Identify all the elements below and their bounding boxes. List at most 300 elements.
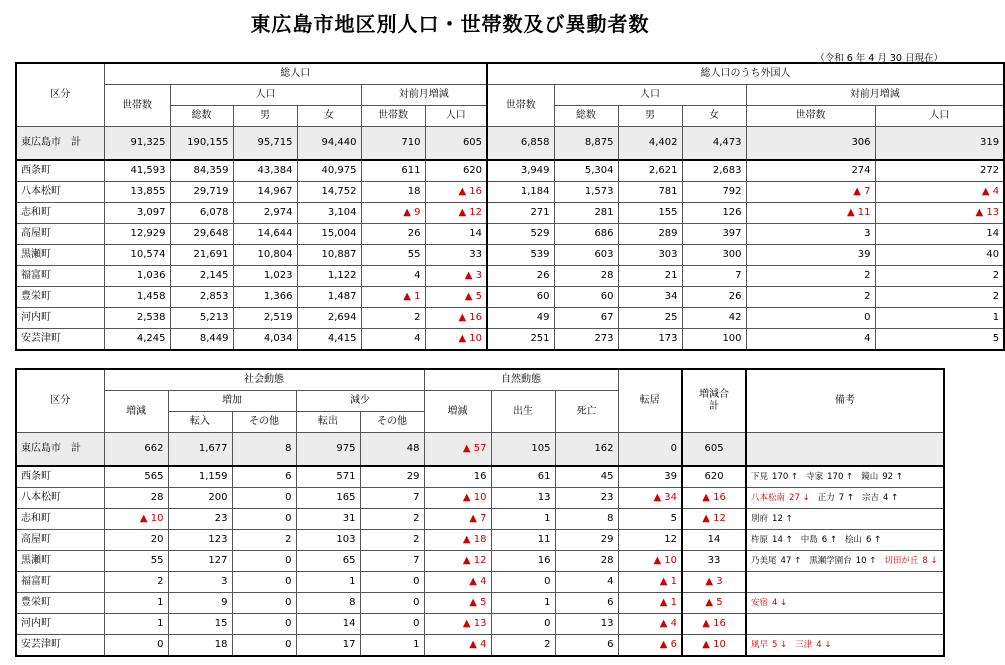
table-cell: 306 — [746, 127, 875, 161]
table-cell: 4,473 — [682, 127, 746, 161]
table-cell: 319 — [875, 127, 1004, 161]
header-move-out: 転出 — [296, 412, 360, 433]
table-cell: 8,875 — [554, 127, 618, 161]
header-foreign-male: 男 — [618, 106, 682, 127]
remark-place: 寺家 — [806, 472, 824, 482]
header-social-change: 増減 — [104, 391, 168, 433]
table-cell: 4 — [746, 329, 875, 351]
table-cell: 1,159 — [168, 466, 232, 488]
remark-place: 切田が丘 — [884, 556, 919, 566]
table-cell: 975 — [296, 433, 360, 467]
remarks-cell — [746, 551, 944, 572]
table-cell: 60 — [554, 287, 618, 308]
table-cell: 4,245 — [104, 329, 170, 351]
table-cell: 10,574 — [104, 245, 170, 266]
table-cell: 571 — [296, 466, 360, 488]
remark-place: 鏡山 — [861, 472, 879, 482]
table-cell: 3 — [746, 224, 875, 245]
header-population: 人口 — [170, 85, 361, 106]
remark-place: 三津 — [795, 640, 813, 650]
table-cell: 21,691 — [170, 245, 233, 266]
remark-count: 170 ↑ — [772, 472, 799, 482]
table-cell: 126 — [682, 203, 746, 224]
table-cell: 123 — [168, 530, 232, 551]
remark-place: 八本松南 — [751, 493, 786, 503]
total-row — [16, 433, 944, 467]
table-cell: 1,677 — [168, 433, 232, 467]
table-cell: 4,402 — [618, 127, 682, 161]
table-cell: 55 — [104, 551, 168, 572]
remark-entry — [751, 598, 791, 608]
remark-count: 7 ↑ — [838, 493, 854, 503]
remarks-cell — [746, 614, 944, 635]
table-cell: ▲ 10 — [682, 635, 746, 657]
remark-place: 黒瀬学園台 — [809, 556, 852, 566]
table-cell: 31 — [296, 509, 360, 530]
remark-entry — [809, 556, 880, 566]
table-cell: ▲ 12 — [424, 551, 491, 572]
table-cell: 1,023 — [233, 266, 297, 287]
table-cell: 565 — [104, 466, 168, 488]
remark-place: 安宿 — [751, 598, 769, 608]
table-cell: 18 — [361, 182, 425, 203]
table-row — [16, 160, 1004, 182]
table-row — [16, 635, 944, 657]
table-row — [16, 245, 1004, 266]
table-cell: 4 — [361, 266, 425, 287]
remarks-cell — [746, 488, 944, 509]
header-natural-dynamics: 自然動態 — [424, 369, 618, 391]
table-cell: ▲ 10 — [425, 329, 487, 351]
table-cell: 281 — [554, 203, 618, 224]
table-cell: ▲ 34 — [618, 488, 682, 509]
table-cell: 0 — [491, 572, 555, 593]
area-name: 志和町 — [16, 203, 104, 224]
header-foreign-households: 世帯数 — [487, 85, 554, 127]
header-births: 出生 — [491, 391, 555, 433]
table-cell: 620 — [682, 466, 746, 488]
table-cell: 0 — [618, 433, 682, 467]
table-cell: 127 — [168, 551, 232, 572]
table-cell: 1 — [360, 635, 424, 657]
table-cell: 26 — [361, 224, 425, 245]
remark-entry — [751, 514, 797, 524]
table-cell: 28 — [555, 551, 618, 572]
remark-count: 14 ↑ — [772, 535, 793, 545]
table-cell: 10,804 — [233, 245, 297, 266]
table-cell: 1 — [104, 614, 168, 635]
table-cell: 29 — [360, 466, 424, 488]
table-cell: 5,304 — [554, 160, 618, 182]
table-cell: 0 — [491, 614, 555, 635]
remark-entry — [801, 535, 841, 545]
table-cell: 17 — [296, 635, 360, 657]
table-row — [16, 530, 944, 551]
header-foreign-monthly-change: 対前月増減 — [746, 85, 1004, 106]
remark-count: 47 ↑ — [780, 556, 802, 566]
table-cell: 251 — [487, 329, 554, 351]
table-cell: 2 — [746, 287, 875, 308]
table-cell: 2,683 — [682, 160, 746, 182]
table-cell: 5 — [618, 509, 682, 530]
remark-count: 4 ↓ — [816, 640, 832, 650]
table-row — [16, 308, 1004, 329]
table-cell: 0 — [232, 614, 296, 635]
table-cell: 67 — [554, 308, 618, 329]
table-cell: 103 — [296, 530, 360, 551]
remark-count: 4 ↑ — [882, 493, 899, 503]
table-cell: 611 — [361, 160, 425, 182]
table-cell: 16 — [491, 551, 555, 572]
table-cell: 100 — [682, 329, 746, 351]
header-foreign-population-sub: 人口 — [554, 85, 746, 106]
table-cell: 2 — [360, 509, 424, 530]
table-cell: 8 — [232, 433, 296, 467]
remark-place: 宗吉 — [861, 493, 879, 503]
remark-count: 10 ↑ — [855, 556, 877, 566]
remark-entry — [818, 493, 858, 503]
table-cell: 1 — [875, 308, 1004, 329]
table-cell: ▲ 3 — [682, 572, 746, 593]
table-cell: 2 — [746, 266, 875, 287]
table-cell: 0 — [360, 614, 424, 635]
table-cell: 39 — [746, 245, 875, 266]
remark-place: 中島 — [800, 535, 818, 545]
remark-place: 別府 — [751, 514, 769, 524]
table-cell: 29,719 — [170, 182, 233, 203]
remark-place: 桧山 — [844, 535, 862, 545]
table-cell: ▲ 7 — [424, 509, 491, 530]
table-cell: 274 — [746, 160, 875, 182]
header-total-population: 総人口 — [104, 63, 487, 85]
table-cell: 4 — [555, 572, 618, 593]
table-cell: ▲ 13 — [875, 203, 1004, 224]
table-cell: 273 — [554, 329, 618, 351]
area-name: 福富町 — [16, 572, 104, 593]
table-cell: 620 — [425, 160, 487, 182]
table-cell: ▲ 16 — [425, 308, 487, 329]
table-cell: 173 — [618, 329, 682, 351]
table-cell: 710 — [361, 127, 425, 161]
table-cell: ▲ 1 — [618, 593, 682, 614]
table-cell: 2 — [875, 287, 1004, 308]
remark-entry — [806, 472, 857, 482]
table-cell: 792 — [682, 182, 746, 203]
table-cell: 1,122 — [297, 266, 361, 287]
table-cell: 0 — [232, 572, 296, 593]
table-row — [16, 509, 944, 530]
table-cell: ▲ 57 — [424, 433, 491, 467]
area-name: 高屋町 — [16, 530, 104, 551]
table-cell: ▲ 4 — [875, 182, 1004, 203]
remark-entry — [751, 535, 797, 545]
table-cell: 34 — [618, 287, 682, 308]
table-cell: ▲ 16 — [425, 182, 487, 203]
table-cell: 14,967 — [233, 182, 297, 203]
table-row — [16, 182, 1004, 203]
table-cell: 40,975 — [297, 160, 361, 182]
area-name: 豊栄町 — [16, 593, 104, 614]
header-monthly-change: 対前月増減 — [361, 85, 487, 106]
table-cell: ▲ 9 — [361, 203, 425, 224]
remark-entry — [884, 556, 941, 566]
header-area: 区分 — [16, 369, 104, 433]
remark-entry — [751, 640, 791, 650]
table-cell: ▲ 4 — [424, 635, 491, 657]
population-table — [15, 62, 1005, 351]
remark-count: 6 ↑ — [865, 535, 882, 545]
table-cell: 781 — [618, 182, 682, 203]
remark-place: 杵原 — [751, 535, 769, 545]
area-name: 東広島市 計 — [16, 127, 104, 161]
area-name: 福富町 — [16, 266, 104, 287]
table-row — [16, 551, 944, 572]
table-cell: 662 — [104, 433, 168, 467]
table-cell: 33 — [425, 245, 487, 266]
remarks-cell — [746, 433, 944, 467]
table-cell: 686 — [554, 224, 618, 245]
table-cell: 2 — [361, 308, 425, 329]
table-cell: ▲ 3 — [425, 266, 487, 287]
remark-entry — [751, 472, 802, 482]
table-cell: 605 — [425, 127, 487, 161]
table-cell: 61 — [491, 466, 555, 488]
remark-entry — [751, 556, 805, 566]
table-cell: 2 — [360, 530, 424, 551]
table-cell: 0 — [232, 551, 296, 572]
header-foreign-population: 総人口のうち外国人 — [487, 63, 1004, 85]
header-households: 世帯数 — [104, 85, 170, 127]
area-name: 西条町 — [16, 160, 104, 182]
header-social-dynamics: 社会動態 — [104, 369, 424, 391]
remark-place: 下見 — [751, 472, 769, 482]
remarks-cell — [746, 593, 944, 614]
table-cell: 20 — [104, 530, 168, 551]
table-cell: 25 — [618, 308, 682, 329]
header-change-households: 世帯数 — [361, 106, 425, 127]
remark-count: 27 ↓ — [789, 493, 810, 503]
table-cell: 2,538 — [104, 308, 170, 329]
header-increase: 増加 — [168, 391, 296, 412]
header-decrease: 減少 — [296, 391, 424, 412]
table-row — [16, 614, 944, 635]
table-cell: 12 — [618, 530, 682, 551]
table-cell: ▲ 10 — [618, 551, 682, 572]
table-cell: 1 — [491, 509, 555, 530]
table-cell: 84,359 — [170, 160, 233, 182]
table-cell: 6 — [555, 593, 618, 614]
table-cell: 4 — [361, 329, 425, 351]
table-cell: ▲ 18 — [424, 530, 491, 551]
remark-entry — [845, 535, 885, 545]
table-cell: 4,415 — [297, 329, 361, 351]
table-cell: 42 — [682, 308, 746, 329]
table-cell: 190,155 — [170, 127, 233, 161]
header-natural-change: 増減 — [424, 391, 491, 433]
remarks-cell — [746, 635, 944, 657]
table-cell: 1,458 — [104, 287, 170, 308]
table-cell: 13,855 — [104, 182, 170, 203]
table-row — [16, 572, 944, 593]
table-cell: 55 — [361, 245, 425, 266]
header-net-change: 増減合計 — [682, 369, 746, 433]
remark-entry — [862, 493, 902, 503]
table-cell: 94,440 — [297, 127, 361, 161]
table-cell: 26 — [487, 266, 554, 287]
table-cell: 1,573 — [554, 182, 618, 203]
header-change-population: 人口 — [425, 106, 487, 127]
table-cell: 7 — [360, 488, 424, 509]
remark-entry — [751, 493, 814, 503]
table-cell: 7 — [360, 551, 424, 572]
table-cell: 13 — [491, 488, 555, 509]
header-transfer: 転居 — [618, 369, 682, 433]
table-cell: 2 — [491, 635, 555, 657]
header-male: 男 — [233, 106, 297, 127]
table-cell: 14 — [425, 224, 487, 245]
table-cell: ▲ 16 — [682, 488, 746, 509]
total-row — [16, 127, 1004, 161]
table-cell: 6 — [232, 466, 296, 488]
table-row — [16, 488, 944, 509]
table-cell: 165 — [296, 488, 360, 509]
header-move-in: 転入 — [168, 412, 232, 433]
table-cell: ▲ 1 — [361, 287, 425, 308]
table-cell: ▲ 4 — [618, 614, 682, 635]
table-cell: 303 — [618, 245, 682, 266]
table-row — [16, 466, 944, 488]
remark-place: 乃美尾 — [751, 556, 777, 566]
table-cell: 3 — [168, 572, 232, 593]
table-cell: 23 — [555, 488, 618, 509]
table-cell: 14,752 — [297, 182, 361, 203]
remarks-cell — [746, 530, 944, 551]
table-cell: 23 — [168, 509, 232, 530]
table-cell: 18 — [168, 635, 232, 657]
remark-entry — [795, 640, 835, 650]
table-cell: 15,004 — [297, 224, 361, 245]
table-cell: 0 — [232, 635, 296, 657]
area-name: 豊栄町 — [16, 287, 104, 308]
table-cell: 1,487 — [297, 287, 361, 308]
table-cell: 1 — [296, 572, 360, 593]
table-cell: 2 — [104, 572, 168, 593]
header-foreign-change-households: 世帯数 — [746, 106, 875, 127]
table-cell: 91,325 — [104, 127, 170, 161]
table-row — [16, 224, 1004, 245]
table-cell: 48 — [360, 433, 424, 467]
table-cell: 8 — [296, 593, 360, 614]
area-name: 高屋町 — [16, 224, 104, 245]
table-cell: ▲ 10 — [424, 488, 491, 509]
table-cell: 5 — [875, 329, 1004, 351]
table-cell: 3,097 — [104, 203, 170, 224]
table-cell: 40 — [875, 245, 1004, 266]
area-name: 河内町 — [16, 308, 104, 329]
remark-count: 8 ↓ — [922, 556, 938, 566]
table-cell: 397 — [682, 224, 746, 245]
table-cell: ▲ 12 — [682, 509, 746, 530]
table-cell: 4,034 — [233, 329, 297, 351]
table-row — [16, 266, 1004, 287]
remark-place: 正力 — [817, 493, 835, 503]
remarks-cell — [746, 572, 944, 593]
table-cell: 26 — [682, 287, 746, 308]
area-name: 黒瀬町 — [16, 551, 104, 572]
page-title: 東広島市地区別人口・世帯数及び異動者数 — [250, 12, 650, 36]
area-name: 志和町 — [16, 509, 104, 530]
table-cell: ▲ 1 — [618, 572, 682, 593]
table-cell: 14,644 — [233, 224, 297, 245]
header-decrease-other: その他 — [360, 412, 424, 433]
area-name: 安芸津町 — [16, 329, 104, 351]
table-cell: 200 — [168, 488, 232, 509]
table-cell: 3,104 — [297, 203, 361, 224]
table-cell: ▲ 11 — [746, 203, 875, 224]
table-cell: ▲ 10 — [104, 509, 168, 530]
area-name: 安芸津町 — [16, 635, 104, 657]
table-cell: 6,858 — [487, 127, 554, 161]
table-cell: 2,621 — [618, 160, 682, 182]
header-female: 女 — [297, 106, 361, 127]
remark-count: 92 ↑ — [882, 472, 903, 482]
table-cell: 8 — [555, 509, 618, 530]
table-cell: 11 — [491, 530, 555, 551]
table-cell: 289 — [618, 224, 682, 245]
table-cell: ▲ 16 — [682, 614, 746, 635]
header-deaths: 死亡 — [555, 391, 618, 433]
table-cell: 271 — [487, 203, 554, 224]
table-cell: 300 — [682, 245, 746, 266]
table-cell: 29,648 — [170, 224, 233, 245]
table-cell: 14 — [682, 530, 746, 551]
table-cell: 28 — [554, 266, 618, 287]
table-cell: 0 — [360, 593, 424, 614]
table-cell: 28 — [104, 488, 168, 509]
area-name: 八本松町 — [16, 488, 104, 509]
area-name: 黒瀬町 — [16, 245, 104, 266]
table-row — [16, 203, 1004, 224]
table-cell: 529 — [487, 224, 554, 245]
header-foreign-total: 総数 — [554, 106, 618, 127]
table-cell: 2,974 — [233, 203, 297, 224]
table-cell: 0 — [232, 593, 296, 614]
table-cell: 155 — [618, 203, 682, 224]
table-cell: 1,184 — [487, 182, 554, 203]
table-cell: 43,384 — [233, 160, 297, 182]
table-cell: 105 — [491, 433, 555, 467]
table-cell: 12,929 — [104, 224, 170, 245]
as-of-date: （令和 6 年 4 月 30 日現在） — [815, 53, 943, 64]
table-cell: 6 — [555, 635, 618, 657]
area-name: 八本松町 — [16, 182, 104, 203]
table-cell: 9 — [168, 593, 232, 614]
table-cell: 2 — [232, 530, 296, 551]
table-cell: 29 — [555, 530, 618, 551]
remarks-cell — [746, 509, 944, 530]
table-cell: 2,853 — [170, 287, 233, 308]
table-cell: 39 — [618, 466, 682, 488]
table-cell: 15 — [168, 614, 232, 635]
table-row — [16, 329, 1004, 351]
table-cell: 7 — [682, 266, 746, 287]
table-cell: 16 — [424, 466, 491, 488]
header-area: 区分 — [16, 63, 104, 127]
table-cell: 0 — [360, 572, 424, 593]
remark-place: 風早 — [751, 640, 769, 650]
table-cell: ▲ 7 — [746, 182, 875, 203]
table-cell: 0 — [232, 509, 296, 530]
